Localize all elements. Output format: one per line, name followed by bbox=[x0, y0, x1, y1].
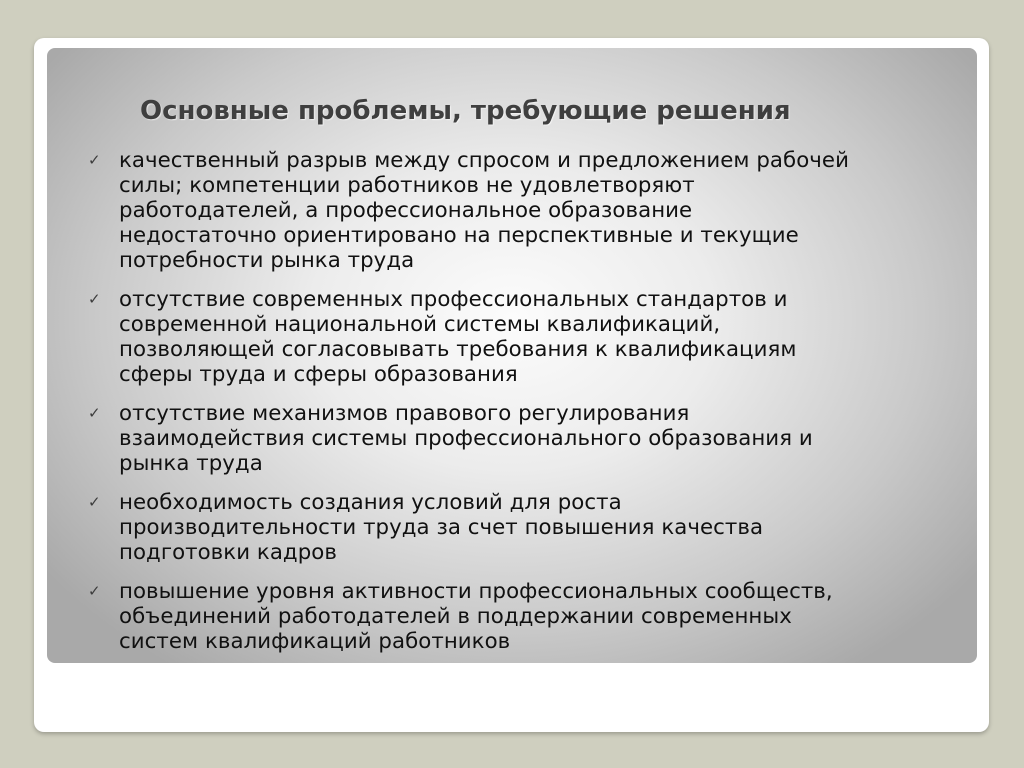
bullet-text: отсутствие современных профессиональных стандартов и современной национальной системы квалификаций, позволяющей согласовывать требования к квалификациям сферы труда и сферы образования bbox=[119, 287, 797, 387]
checkmark-icon: ✓ bbox=[88, 151, 101, 169]
bullet-list bbox=[88, 148, 983, 668]
bullet-text: повышение уровня активности профессиональных сообществ, объединений работодателей в поддержании современных систем квалификаций работников bbox=[119, 579, 833, 654]
list-item bbox=[88, 287, 983, 387]
bullet-text: необходимость создания условий для роста производительности труда за счет повышения качества подготовки кадров bbox=[119, 490, 764, 565]
bullet-text: качественный разрыв между спросом и предложением рабочей силы; компетенции работников не удовлетворяют работодателей, а профессиональное образование недостаточно ориентировано на перспективные и текущие потребности рынка труда bbox=[119, 148, 849, 273]
checkmark-icon: ✓ bbox=[88, 404, 101, 422]
slide-title: Основные проблемы, требующие решения bbox=[140, 96, 791, 126]
checkmark-icon: ✓ bbox=[88, 493, 101, 511]
checkmark-icon: ✓ bbox=[88, 582, 101, 600]
checkmark-icon: ✓ bbox=[88, 290, 101, 308]
list-item bbox=[88, 579, 983, 654]
list-item bbox=[88, 490, 983, 565]
list-item bbox=[88, 401, 983, 476]
bullet-text: отсутствие механизмов правового регулирования взаимодействия системы профессионального образования и рынка труда bbox=[119, 401, 813, 476]
list-item bbox=[88, 148, 983, 273]
